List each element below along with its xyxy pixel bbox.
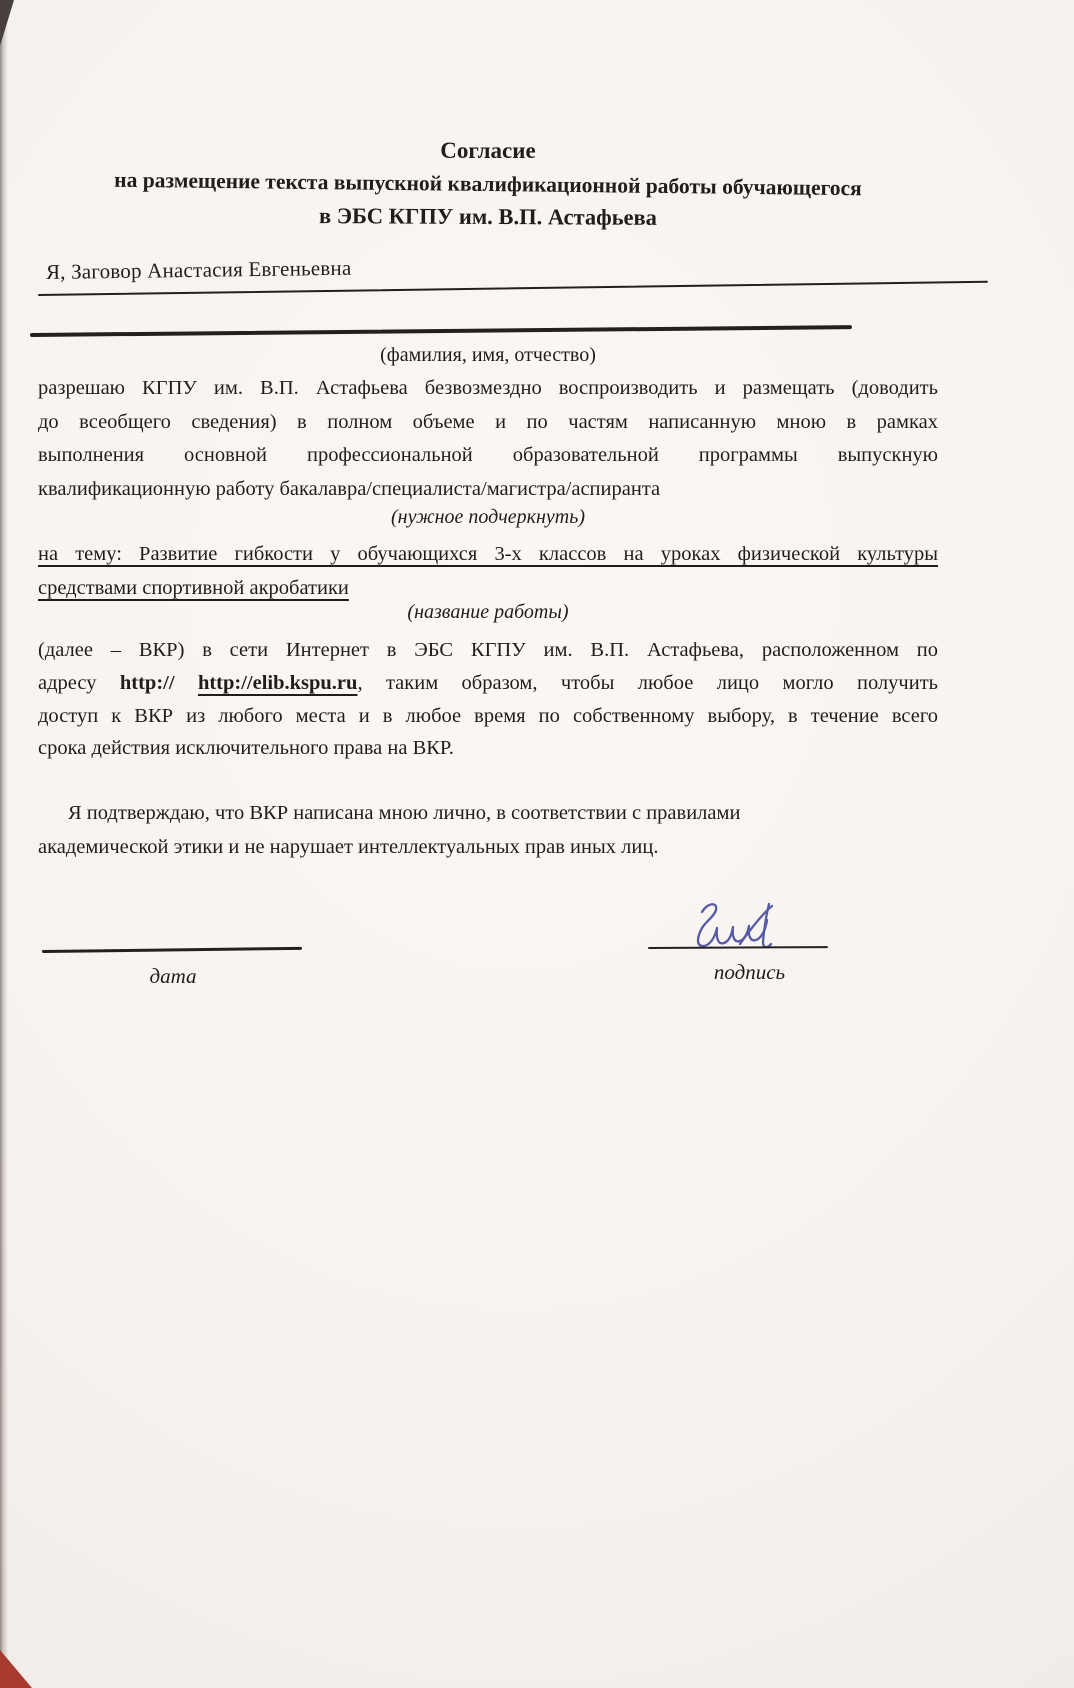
terms-line-3: доступ к ВКР из любого места и в любое время по собственному выбору, в течение всего bbox=[38, 704, 938, 727]
permission-paragraph bbox=[38, 372, 938, 506]
underline-note-caption: (нужное подчеркнуть) bbox=[391, 506, 585, 528]
terms-paragraph bbox=[38, 634, 938, 765]
document-title-line3: в ЭБС КГПУ им. В.П. Астафьева bbox=[318, 203, 658, 230]
work-title-caption: (название работы) bbox=[407, 601, 569, 623]
signature-label: подпись bbox=[713, 960, 786, 984]
permission-line-4: квалификационную работу бакалавра/специалиста/магистра/аспиранта bbox=[38, 477, 661, 500]
topic-line-2 bbox=[38, 571, 938, 605]
confirmation-line-2: академической этики и не нарушает интеллектуальных прав иных лиц. bbox=[38, 836, 659, 858]
permission-line-3: выполнения основной профессиональной образовательной программы выпускную bbox=[38, 444, 938, 467]
topic-line-2-text: средствами спортивной акробатики bbox=[38, 577, 349, 599]
permission-line-1: разрешаю КГПУ им. В.П. Астафьева безвозмездно воспроизводить и размещать (доводить bbox=[38, 377, 938, 399]
library-url: http://elib.kspu.ru bbox=[197, 671, 358, 694]
terms-line-2-suffix: , таким образом, чтобы любое лицо могло получить bbox=[357, 671, 938, 694]
confirmation-line-1: Я подтверждаю, что ВКР написана мною лично, в соответствии с правилами bbox=[68, 802, 741, 824]
declarant-name: Я, Заговор Анастасия Евгеньевна bbox=[45, 255, 352, 284]
date-line bbox=[42, 947, 302, 953]
scan-left-edge-shadow bbox=[0, 0, 8, 1688]
date-label: дата bbox=[149, 964, 197, 988]
name-caption: (фамилия, имя, отчество) bbox=[380, 344, 596, 366]
permission-line-2: до всеобщего сведения) в полном объеме и по частям написанную мною в рамках bbox=[38, 410, 938, 433]
terms-line-2-prefix: адресу bbox=[38, 671, 97, 694]
url-scheme-label: http:// bbox=[119, 671, 175, 694]
terms-line-2 bbox=[38, 667, 938, 700]
terms-line-4: срока действия исключительного права на ВКР. bbox=[38, 737, 454, 760]
confirmation-paragraph bbox=[38, 796, 938, 864]
topic-paragraph bbox=[38, 537, 938, 605]
document-title-line2: на размещение текста выпускной квалификационной работы обучающегося bbox=[114, 167, 862, 201]
document-title: Согласие bbox=[440, 138, 536, 163]
topic-line-1: на тему: Развитие гибкости у обучающихся 3-х классов на уроках физической культуры bbox=[38, 543, 938, 565]
name-divider-line bbox=[30, 325, 852, 336]
terms-line-1: (далее – ВКР) в сети Интернет в ЭБС КГПУ им. В.П. Астафьева, расположенном по bbox=[38, 639, 938, 661]
